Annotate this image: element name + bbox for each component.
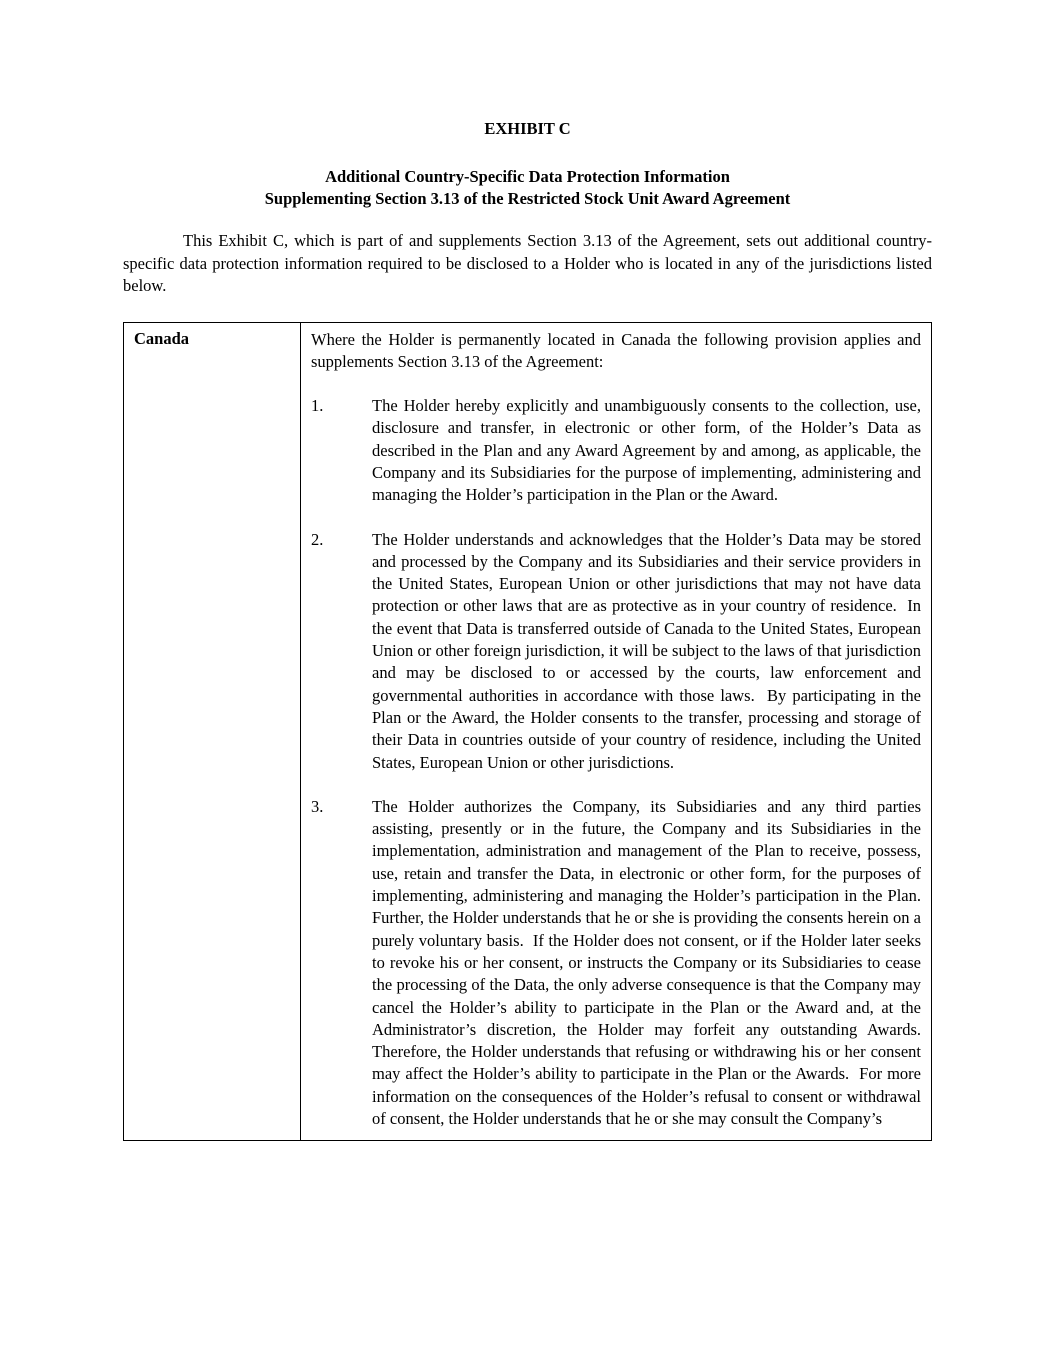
list-item xyxy=(311,529,926,774)
list-item xyxy=(311,796,930,1130)
exhibit-title: EXHIBIT C xyxy=(484,119,571,138)
list-item-text: The Holder understands and acknowledges that the Holder’s Data may be stored and processed by the Company and its Subsidiaries and their service providers in the United States, European Union or other jurisdictions that may not have data protection or other laws that are as protective as in your country of residence. In the event that Data is transferred outside of Canada to the United States, European Union or other foreign jurisdiction, it will be subject to the laws of that jurisdiction and may be disclosed to or accessed by the courts, law enforcement and governmental authorities in accordance with those laws. By participating in the Plan or the Award, the Holder consents to the transfer, processing and storage of their Data in countries outside of your country of residence, including the United States, European Union or other jurisdictions. xyxy=(372,529,926,772)
list-item-text: The Holder authorizes the Company, its Subsidiaries and any third parties assisting, presently or in the future, the Company and its Subsidiaries in the implementation, administration and management of the Plan to receive, possess, use, retain and transfer the Data, in electronic or other form, for the purposes of implementing, administering and managing the Holder’s participation in the Plan. Further, the Holder understands that he or she is providing the consents herein on a purely voluntary basis. If the Holder does not consent, or if the Holder later seeks to revoke his or her consent, or instructs the Company or its Subsidiaries to cease the processing of the Data, the only adverse consequence is that the Company may cancel the Holder’s ability to participate in the Plan or the Award and, at the Administrator’s discretion, the Holder may forfeit any outstanding Awards. Therefore, the Holder understands that refusing or withdrawing his or her consent may affect the Holder’s ability to participate in the Plan or the Awards. For more information on the consequences of the Holder’s refusal to consent or withdrawal of consent, the Holder understands that he or she may consult the Company’s xyxy=(372,796,930,1128)
subtitle-line-1: Additional Country-Specific Data Protection Information xyxy=(325,167,730,186)
document-subtitle xyxy=(123,166,932,210)
table-row xyxy=(124,322,932,1141)
provisions-cell xyxy=(301,322,932,1141)
provision-lead-paragraph: Where the Holder is permanently located in Canada the following provision applies and supplements Section 3.13 of the Agreement: xyxy=(311,329,926,371)
subtitle-line-2: Supplementing Section 3.13 of the Restricted Stock Unit Award Agreement xyxy=(264,189,791,208)
list-item xyxy=(311,395,926,506)
list-item-number: 3. xyxy=(311,796,324,816)
list-item-text: The Holder hereby explicitly and unambiguously consents to the collection, use, disclosure and transfer, in electronic or other form, of the Holder’s Data as described in the Plan and any Award Agreement by and among, as applicable, the Company and its Subsidiaries for the purpose of implementing, administering and managing the Holder’s participation in the Plan or the Award. xyxy=(372,396,926,505)
list-item-number: 2. xyxy=(311,529,324,549)
country-provisions-table xyxy=(123,322,932,1142)
list-item-number: 1. xyxy=(311,396,324,416)
intro-paragraph: This Exhibit C, which is part of and supplements Section 3.13 of the Agreement, sets out additional country-specific data protection information required to be disclosed to a Holder who is located in any of the jurisdictions listed below. xyxy=(123,231,937,295)
country-name-cell: Canada xyxy=(124,322,301,1141)
